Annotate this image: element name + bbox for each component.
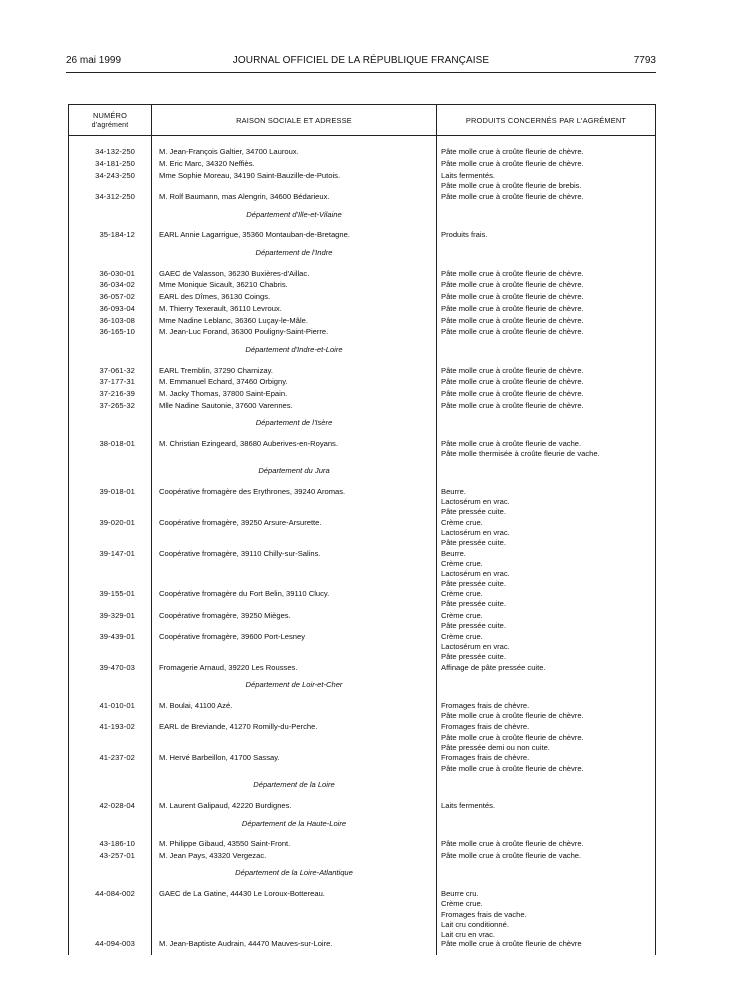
product-item: Pâte molle crue à croûte fleurie de chèvre. [441,377,584,387]
approval-number: 37-265-32 [99,400,135,410]
product-item: Pâte molle crue à croûte fleurie de vache. [441,439,582,449]
approval-number: 34-132-250 [95,147,135,157]
products-list [441,159,653,169]
product-item: Pâte molle crue à croûte fleurie de chèvre. [441,147,584,157]
company-address: GAEC de Valasson, 36230 Buxières-d'Aillac. [159,268,310,278]
products-list [441,280,653,290]
approval-number: 39-439-01 [99,631,135,641]
products-list [441,518,653,549]
company-address: Fromagerie Arnaud, 39220 Les Rousses. [159,662,298,672]
products-list [441,377,653,387]
table-body [69,136,655,955]
issue-date: 26 mai 1999 [66,55,122,66]
approval-number: 38-018-01 [99,439,135,449]
approval-number: 36-093-04 [99,303,135,313]
product-item: Pâte molle crue à croûte fleurie de chèvre. [441,327,584,337]
products-list [441,889,653,940]
product-item: Pâte molle crue à croûte fleurie de chèvre. [441,192,584,202]
company-address: EARL des Dîmes, 36130 Coings. [159,292,271,302]
approval-number: 39-020-01 [99,517,135,527]
product-item: Pâte pressée cuite. [441,579,507,589]
approval-number: 37-061-32 [99,365,135,375]
approval-number: 39-329-01 [99,610,135,620]
products-list [441,401,653,411]
column-header-numero [69,111,151,130]
product-item: Fromages frais de chèvre. [441,722,530,732]
product-item: Pâte molle crue à croûte fleurie de chèvre [441,939,582,949]
company-address: M. Christian Ezingeard, 38680 Auberives-en-Royans. [159,439,338,449]
company-address: M. Jean-Luc Forand, 36300 Pouligny-Saint-Pierre. [159,327,329,337]
approval-number: 37-177-31 [99,377,135,387]
approval-number: 36-103-08 [99,315,135,325]
department-heading: Département de l'Indre [255,247,333,257]
company-address: M. Jean Pays, 43320 Vergezac. [159,851,267,861]
product-item: Pâte molle crue à croûte fleurie de brebis. [441,181,582,191]
company-address: M. Laurent Galipaud, 42220 Burdignes. [159,801,292,811]
products-list [441,722,653,753]
products-list [441,801,653,811]
product-item: Pâte pressée cuite. [441,538,507,548]
product-item: Pâte molle crue à croûte fleurie de chèvre. [441,732,584,742]
products-list [441,439,653,459]
journal-title: JOURNAL OFFICIEL DE LA RÉPUBLIQUE FRANÇAISE [232,55,490,66]
product-item: Crème crue. [441,589,483,599]
product-item: Pâte molle crue à croûte fleurie de chèvre. [441,292,584,302]
product-item: Pâte molle crue à croûte fleurie de chèvre. [441,268,584,278]
product-item: Crème crue. [441,517,483,527]
company-address: Coopérative fromagère, 39250 Arsure-Arsurette. [159,517,322,527]
approval-number: 36-165-10 [99,327,135,337]
approval-number: 43-186-10 [99,839,135,849]
product-item: Fromages frais de chèvre. [441,701,530,711]
product-item: Pâte molle crue à croûte fleurie de chèvre. [441,303,584,313]
product-item: Lait cru conditionné. [441,919,509,929]
column-header-produits: PRODUITS CONCERNÉS PAR L'AGRÉMENT [465,116,627,125]
product-item: Beurre. [441,486,466,496]
product-item: Lactosérum en vrac. [441,569,510,579]
products-list [441,632,653,663]
product-item: Pâte molle crue à croûte fleurie de chèvre. [441,839,584,849]
products-list [441,753,653,773]
products-list [441,701,653,721]
company-address: Mme Monique Sicault, 36210 Chabris. [159,280,288,290]
department-heading: Département de la Loire [253,780,335,790]
approval-number: 41-010-01 [99,701,135,711]
company-address: Coopérative fromagère, 39600 Port-Lesney [159,631,306,641]
products-list [441,839,653,849]
product-item: Pâte molle crue à croûte fleurie de chèvre. [441,158,584,168]
approval-number: 41-193-02 [99,722,135,732]
approval-number: 36-057-02 [99,292,135,302]
table-header [69,105,655,136]
department-heading: Département de la Loire-Atlantique [235,868,353,878]
company-address: M. Rolf Baumann, mas Alengrin, 34600 Bédarieux. [159,192,330,202]
header-rule [66,72,656,73]
company-address: EARL de Breviande, 41270 Romilly-du-Perche. [159,722,318,732]
product-item: Pâte molle crue à croûte fleurie de chèvre. [441,763,584,773]
approval-number: 34-312-250 [95,192,135,202]
product-item: Lactosérum en vrac. [441,642,510,652]
company-address: EARL Annie Lagarrigue, 35360 Montauban-de-Bretagne. [159,230,350,240]
department-heading: Département de Loir-et-Cher [245,680,343,690]
products-list [441,171,653,191]
company-address: M. Eric Marc, 34320 Neffiès. [159,158,255,168]
product-item: Crème crue. [441,631,483,641]
company-address: Coopérative fromagère, 39110 Chilly-sur-Salins. [159,548,321,558]
product-item: Lactosérum en vrac. [441,497,510,506]
products-list [441,611,653,631]
approval-number: 36-034-02 [99,280,135,290]
company-address: M. Boulai, 41100 Azé. [159,701,233,711]
products-list [441,589,653,609]
company-address: M. Thierry Texerault, 36110 Levroux. [159,303,282,313]
approval-number: 41-237-02 [99,753,135,763]
approval-number: 43-257-01 [99,851,135,861]
products-list [441,269,653,279]
products-list [441,147,653,157]
department-heading: Département de la Haute-Loire [241,818,347,828]
approval-number: 39-155-01 [99,589,135,599]
product-item: Pâte molle crue à croûte fleurie de chèvre. [441,280,584,290]
company-address: Coopérative fromagère des Erythrones, 39240 Aromas. [159,486,346,496]
product-item: Pâte molle thermisée à croûte fleurie de vache. [441,449,600,459]
products-list [441,389,653,399]
product-item: Lait cru en vrac. [441,930,496,940]
product-item: Pâte molle crue à croûte fleurie de vache. [441,851,582,861]
department-heading: Département d'Ille-et-Vilaine [246,209,342,219]
products-list [441,192,653,202]
product-item: Pâte molle crue à croûte fleurie de chèvre. [441,711,584,721]
product-item: Pâte pressée cuite. [441,507,507,517]
company-address: Mlle Nadine Sautonie, 37600 Varennes. [159,400,293,410]
company-address: M. Hervé Barbeillon, 41700 Sassay. [159,753,280,763]
company-address: Coopérative fromagère du Fort Belin, 39110 Clucy. [159,589,330,599]
approval-number: 36-030-01 [99,268,135,278]
products-list [441,939,653,949]
products-list [441,304,653,314]
product-item: Crème crue. [441,899,483,909]
product-item: Pâte pressée cuite. [441,620,507,630]
product-item: Affinage de pâte pressée cuite. [441,662,546,672]
product-item: Pâte molle crue à croûte fleurie de chèvre. [441,315,584,325]
product-item: Beurre. [441,548,466,558]
product-item: Crème crue. [441,610,483,620]
company-address: Mme Nadine Leblanc, 36360 Luçay-le-Mâle. [159,315,309,325]
company-address: M. Jacky Thomas, 37800 Saint-Epain. [159,389,288,399]
products-list [441,851,653,861]
products-list [441,487,653,518]
company-address: GAEC de La Gatine, 44430 Le Loroux-Bottereau. [159,889,325,899]
products-list [441,366,653,376]
approval-number: 39-470-03 [99,662,135,672]
product-item: Pâte molle crue à croûte fleurie de chèvre. [441,400,584,410]
department-heading: Département du Jura [258,466,330,476]
approval-number: 39-018-01 [99,486,135,496]
product-item: Pâte pressée cuite. [441,652,507,662]
approval-number: 35-184-12 [99,230,135,240]
department-heading: Département de l'Isère [255,418,333,428]
column-header-numero-sub: d'agrément [91,122,129,129]
column-header-raison: RAISON SOCIALE ET ADRESSE [236,116,352,125]
company-address: M. Philippe Gibaud, 43550 Saint-Front. [159,839,291,849]
product-item: Laits fermentés. [441,170,496,180]
approval-number: 44-094-003 [95,939,135,949]
approval-number: 34-181-250 [95,158,135,168]
product-item: Crème crue. [441,558,483,568]
column-header-numero-label: NUMÉRO [92,111,128,120]
product-item: Beurre cru. [441,889,479,899]
approval-number: 37-216-39 [99,389,135,399]
product-item: Pâte pressée demi ou non cuite. [441,742,550,752]
product-item: Fromages frais de chèvre. [441,753,530,763]
company-address: EARL Tremblin, 37290 Charnizay. [159,365,273,375]
approval-number: 34-243-250 [95,170,135,180]
approval-number: 39-147-01 [99,548,135,558]
company-address: M. Jean-Baptiste Audrain, 44470 Mauves-sur-Loire. [159,939,333,949]
department-heading: Département d'Indre-et-Loire [245,344,343,354]
product-item: Laits fermentés. [441,801,496,811]
products-list [441,316,653,326]
approval-table [68,104,656,955]
products-list [441,327,653,337]
product-item: Pâte molle crue à croûte fleurie de chèvre. [441,365,584,375]
company-address: Coopérative fromagère, 39250 Mièges. [159,610,291,620]
product-item: Pâte molle crue à croûte fleurie de chèvre. [441,389,584,399]
company-address: Mme Sophie Moreau, 34190 Saint-Bauzille-de-Putois. [159,170,341,180]
products-list [441,230,653,240]
approval-number: 42-028-04 [99,801,135,811]
company-address: M. Emmanuel Echard, 37460 Orbigny. [159,377,288,387]
products-list [441,663,653,673]
approval-number: 44-084-002 [95,889,135,899]
product-item: Produits frais. [441,230,488,240]
products-list [441,549,653,590]
product-item: Lactosérum en vrac. [441,527,510,537]
products-list [441,292,653,302]
product-item: Fromages frais de vache. [441,909,527,919]
company-address: M. Jean-François Galtier, 34700 Lauroux. [159,147,299,157]
page-number: 7793 [633,55,656,66]
product-item: Pâte pressée cuite. [441,599,507,609]
